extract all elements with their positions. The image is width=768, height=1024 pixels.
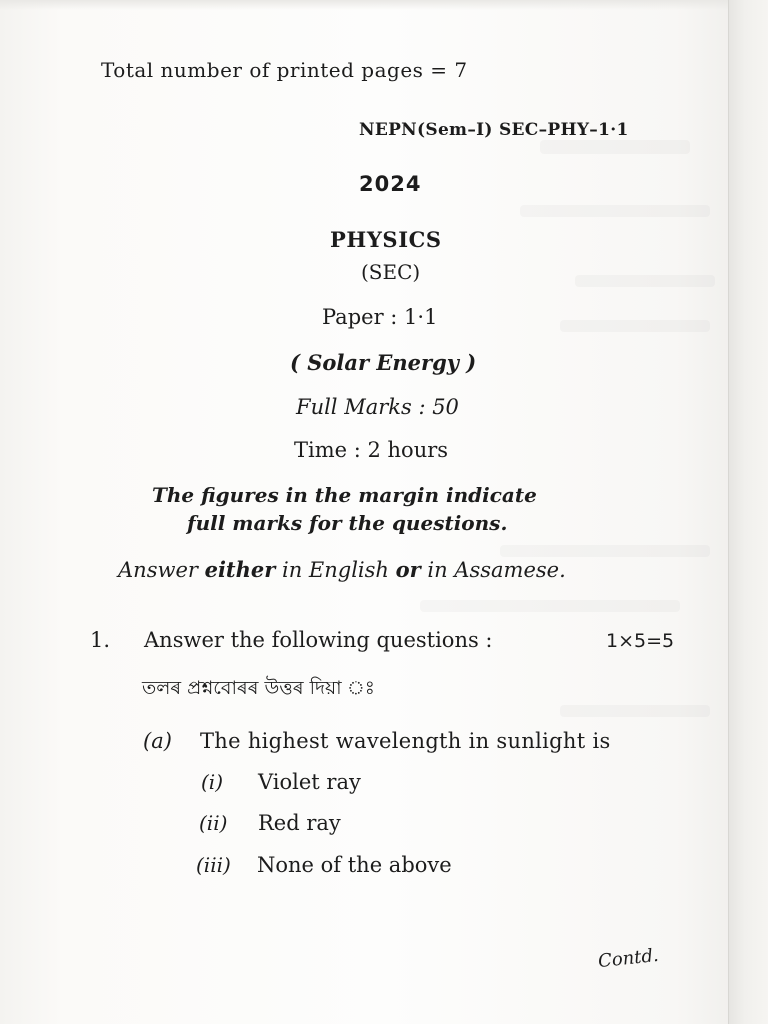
bleed-through-mark (575, 275, 715, 287)
bleed-through-mark (420, 600, 680, 612)
language-instruction (118, 557, 566, 582)
language-instruction-part: in Assamese. (420, 558, 566, 582)
language-instruction-or: or (395, 557, 421, 582)
bleed-through-mark (500, 545, 710, 557)
question-text-assamese: তলৰ প্ৰশ্নবোৰৰ উত্তৰ দিয়া ঃ (142, 677, 375, 699)
bleed-through-mark (540, 140, 690, 154)
paper-code: NEPN(Sem–I) SEC–PHY–1·1 (359, 120, 629, 140)
bleed-through-mark (560, 320, 710, 332)
instruction-line-1: The figures in the margin indicate (152, 483, 537, 507)
bleed-through-mark (560, 705, 710, 717)
option-label: (ii) (199, 811, 228, 835)
exam-year: 2024 (359, 172, 422, 196)
subject-title: PHYSICS (330, 227, 442, 252)
language-instruction-either: either (204, 557, 276, 582)
page-edge (728, 0, 768, 1024)
full-marks: Full Marks : 50 (296, 395, 459, 419)
bleed-through-mark (520, 205, 710, 217)
question-text: Answer the following questions : (144, 628, 493, 652)
course-type: (SEC) (361, 260, 421, 284)
paper-number: Paper : 1·1 (322, 305, 438, 329)
question-marks: 1×5=5 (606, 630, 675, 652)
page-top-shadow (0, 0, 768, 10)
subquestion-label: (a) (143, 729, 172, 753)
language-instruction-part: in English (275, 558, 396, 582)
printed-pages-note: Total number of printed pages = 7 (101, 58, 468, 82)
exam-time: Time : 2 hours (294, 438, 449, 462)
question-number: 1. (90, 628, 111, 652)
option-label: (iii) (196, 853, 231, 877)
instruction-line-2: full marks for the questions. (187, 511, 508, 535)
paper-topic: ( Solar Energy ) (290, 350, 477, 375)
option-text: None of the above (257, 853, 452, 877)
continued-note: Contd. (597, 944, 660, 973)
option-label: (i) (201, 770, 224, 794)
option-text: Red ray (258, 811, 341, 835)
option-text: Violet ray (258, 770, 361, 794)
subquestion-text: The highest wavelength in sunlight is (200, 729, 611, 753)
language-instruction-part: Answer (118, 558, 205, 582)
